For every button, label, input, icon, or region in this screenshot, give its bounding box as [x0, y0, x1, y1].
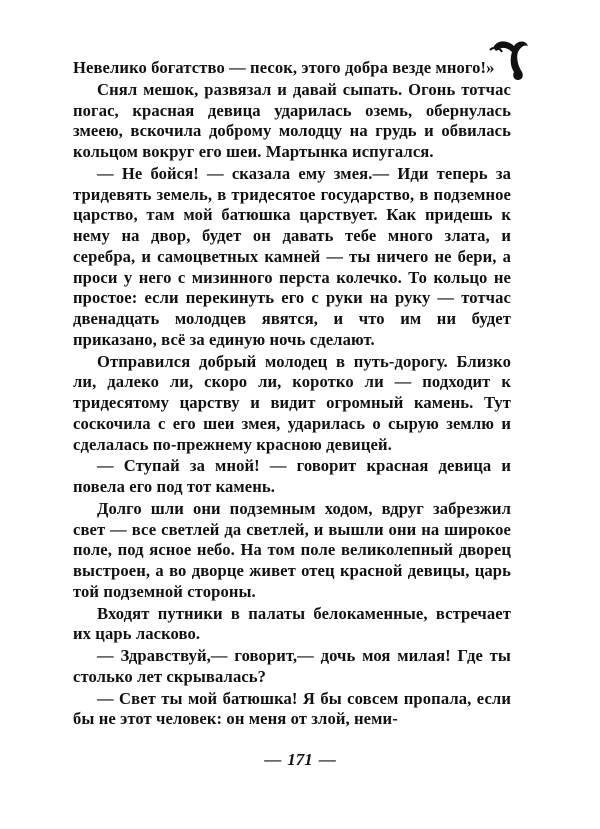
- paragraph: — Ступай за мной! — говорит красная девица и повела его под тот камень.: [73, 456, 511, 496]
- paragraph: Входят путники в палаты белокаменные, встречает их царь ласково.: [73, 603, 511, 644]
- page-number: [0, 750, 600, 770]
- paragraph: — Свет ты мой батюшка! Я бы совсем пропала, если бы не этот человек: он меня от злой, неми-: [73, 688, 511, 729]
- folio-dash-right: —: [318, 750, 336, 769]
- paragraph: Снял мешок, развязал и давай сыпать. Огонь тотчас погас, красная девица ударилась оземь, обернулась змеею, вскочила доброму молодцу на грудь и обвилась кольцом вокруг его шеи. Мартынка испугался.: [73, 79, 511, 161]
- folio-number: 171: [287, 750, 313, 769]
- paragraph: Отправился добрый молодец в путь-дорогу. Близко ли, далеко ли, скоро ли, коротко ли — подходит к тридесятому царству и видит огромный камень. Тут соскочила с его шеи змея, ударилась о сырую землю и сделалась по-прежнему красною девицей.: [73, 351, 511, 454]
- paragraph: — Здравствуй,— говорит,— дочь моя милая! Где ты столько лет скрывалась?: [73, 646, 511, 686]
- book-page-text: [73, 58, 511, 730]
- paragraph: Долго шли они подземным ходом, вдруг забрезжил свет — все светлей да светлей, и вышли они на широкое поле, под ясное небо. На том поле великолепный дворец выстроен, а во дворце живет отец красной девицы, царь той подземной стороны.: [73, 498, 511, 601]
- folio-dash-left: —: [264, 750, 282, 769]
- paragraph: — Не бойся! — сказала ему змея.— Иди теперь за тридевять земель, в тридесятое государство, в подземное царство, там мой батюшка царствует. Как придешь к нему на двор, будет он давать тебе много злата, и серебра, и самоцветных камней — ты ничего не бери, а проси у него с мизинного перста колечко. То кольцо не простое: если перекинуть его с руки на руку — тотчас двенадцать молодцев явятся, и что им ни будет приказано, всё за единую ночь сделают.: [73, 163, 511, 349]
- paragraph: Невелико богатство — песок, этого добра везде много!»: [73, 58, 495, 77]
